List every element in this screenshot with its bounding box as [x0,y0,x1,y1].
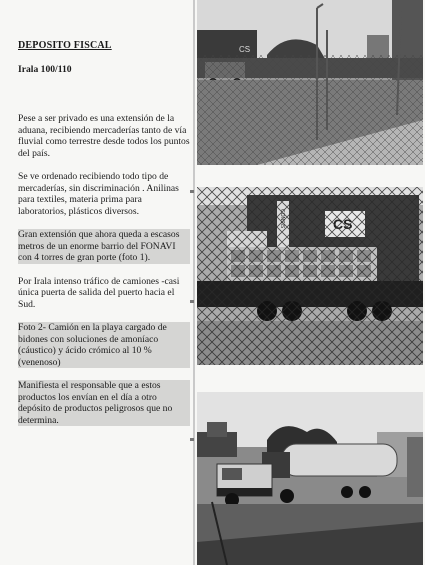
photo-truck-with-drums [197,187,423,365]
paragraph-5: Foto 2- Camión en la playa cargado de bidones con soluciones de amoníaco (cáustico) y ácido crómico al 10 % (venenoso) [18,322,190,368]
photo1-sign-text: CS [239,45,251,54]
paragraph-4: Por Irala intenso tráfico de camiones -casi única puerta de salida del puerto hacia el Sud. [18,275,180,310]
document-title: DEPOSITO FISCAL [18,40,112,51]
edge-mark [190,190,194,193]
text-column [18,40,190,426]
paragraph-1: Pese a ser privado es una extensión de la aduana, recibiendo mercaderías tanto de vía fluvial como terrestre desde todos los puntos del país. [18,113,190,159]
edge-mark [190,300,194,303]
edge-mark [190,438,194,441]
column-divider [193,0,195,565]
photo-tanker-truck [197,392,423,565]
paragraph-3: Gran extensión que ahora queda a escasos metros de un enorme barrio del FONAVI con 4 torres de gran porte (foto 1). [18,229,190,264]
document-subtitle: Irala 100/110 [18,63,72,75]
photo-depot-yard [197,0,423,165]
paragraph-6: Manifiesta el responsable que a estos productos los envían en el día a otro depósito de productos peligrosos que no determina. [18,380,190,426]
paragraph-2: Se ve ordenado recibiendo todo tipo de mercaderías, sin discriminación . Anilinas para textiles, materia prima para laboratorios, plásticos diversos. [18,171,179,217]
